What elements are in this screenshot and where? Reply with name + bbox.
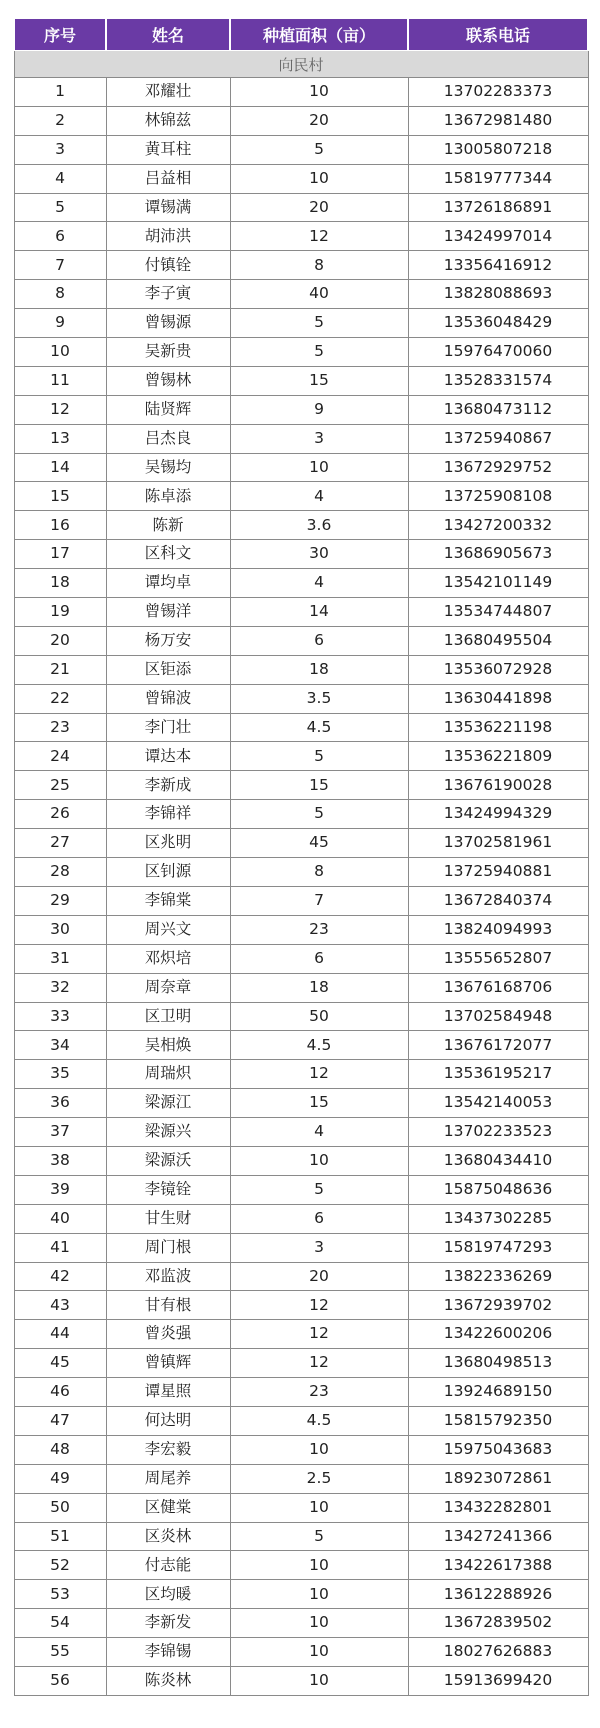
- cell-index: 50: [14, 1493, 106, 1522]
- group-label: 向民村: [14, 51, 588, 78]
- table-row: [14, 1002, 588, 1031]
- cell-name: 邓监波: [106, 1262, 230, 1291]
- header-area: 种植面积（亩）: [230, 19, 408, 51]
- cell-area: 3.6: [230, 511, 408, 540]
- cell-index: 26: [14, 800, 106, 829]
- table-row: [14, 1609, 588, 1638]
- cell-index: 10: [14, 338, 106, 367]
- cell-area: 3.5: [230, 684, 408, 713]
- cell-phone: 13676168706: [408, 973, 588, 1002]
- cell-index: 30: [14, 915, 106, 944]
- cell-name: 谭锡满: [106, 193, 230, 222]
- cell-area: 7: [230, 886, 408, 915]
- table-row: [14, 1233, 588, 1262]
- cell-phone: 13726186891: [408, 193, 588, 222]
- cell-name: 吕杰良: [106, 424, 230, 453]
- table-row: [14, 1666, 588, 1695]
- cell-name: 李新发: [106, 1609, 230, 1638]
- cell-name: 曾锡洋: [106, 598, 230, 627]
- cell-index: 34: [14, 1031, 106, 1060]
- table-row: [14, 1349, 588, 1378]
- table-row: [14, 915, 588, 944]
- cell-phone: 13356416912: [408, 251, 588, 280]
- cell-name: 李锦棠: [106, 886, 230, 915]
- cell-phone: 13702584948: [408, 1002, 588, 1031]
- table-row: [14, 1089, 588, 1118]
- cell-area: 5: [230, 309, 408, 338]
- cell-index: 22: [14, 684, 106, 713]
- cell-phone: 15819777344: [408, 164, 588, 193]
- cell-name: 杨万安: [106, 626, 230, 655]
- header-index: 序号: [14, 19, 106, 51]
- cell-phone: 13424994329: [408, 800, 588, 829]
- cell-area: 6: [230, 1204, 408, 1233]
- cell-name: 区兆明: [106, 829, 230, 858]
- cell-index: 19: [14, 598, 106, 627]
- cell-index: 14: [14, 453, 106, 482]
- table-row: [14, 1378, 588, 1407]
- cell-index: 35: [14, 1060, 106, 1089]
- cell-index: 55: [14, 1638, 106, 1667]
- cell-index: 27: [14, 829, 106, 858]
- table-row: [14, 164, 588, 193]
- cell-index: 6: [14, 222, 106, 251]
- cell-phone: 13536048429: [408, 309, 588, 338]
- table-container: [13, 18, 587, 1696]
- cell-area: 15: [230, 1089, 408, 1118]
- cell-phone: 13680495504: [408, 626, 588, 655]
- table-row: [14, 251, 588, 280]
- cell-index: 43: [14, 1291, 106, 1320]
- cell-name: 邓炽培: [106, 944, 230, 973]
- cell-index: 46: [14, 1378, 106, 1407]
- cell-index: 45: [14, 1349, 106, 1378]
- cell-index: 41: [14, 1233, 106, 1262]
- table-row: [14, 280, 588, 309]
- cell-area: 5: [230, 135, 408, 164]
- cell-name: 曾锦波: [106, 684, 230, 713]
- cell-phone: 13630441898: [408, 684, 588, 713]
- cell-area: 10: [230, 1580, 408, 1609]
- cell-area: 12: [230, 1060, 408, 1089]
- cell-index: 3: [14, 135, 106, 164]
- header-name: 姓名: [106, 19, 230, 51]
- cell-area: 10: [230, 453, 408, 482]
- cell-area: 8: [230, 858, 408, 887]
- table-row: [14, 1435, 588, 1464]
- cell-phone: 15913699420: [408, 1666, 588, 1695]
- cell-index: 31: [14, 944, 106, 973]
- table-row: [14, 106, 588, 135]
- cell-phone: 15976470060: [408, 338, 588, 367]
- cell-phone: 13680498513: [408, 1349, 588, 1378]
- cell-name: 周奈章: [106, 973, 230, 1002]
- cell-phone: 13555652807: [408, 944, 588, 973]
- cell-index: 18: [14, 569, 106, 598]
- cell-phone: 13005807218: [408, 135, 588, 164]
- cell-phone: 13702581961: [408, 829, 588, 858]
- cell-name: 胡沛洪: [106, 222, 230, 251]
- cell-name: 曾锡林: [106, 366, 230, 395]
- cell-name: 李锦锡: [106, 1638, 230, 1667]
- cell-phone: 13828088693: [408, 280, 588, 309]
- cell-name: 李宏毅: [106, 1435, 230, 1464]
- table-row: [14, 511, 588, 540]
- cell-index: 49: [14, 1464, 106, 1493]
- table-row: [14, 1320, 588, 1349]
- cell-phone: 15819747293: [408, 1233, 588, 1262]
- cell-phone: 13686905673: [408, 540, 588, 569]
- cell-area: 4.5: [230, 1031, 408, 1060]
- cell-phone: 13424997014: [408, 222, 588, 251]
- cell-index: 5: [14, 193, 106, 222]
- cell-name: 甘有根: [106, 1291, 230, 1320]
- cell-phone: 13536195217: [408, 1060, 588, 1089]
- cell-index: 51: [14, 1522, 106, 1551]
- table-row: [14, 453, 588, 482]
- cell-phone: 13725940881: [408, 858, 588, 887]
- cell-area: 5: [230, 742, 408, 771]
- table-row: [14, 684, 588, 713]
- cell-area: 6: [230, 626, 408, 655]
- cell-name: 吴相焕: [106, 1031, 230, 1060]
- cell-area: 4: [230, 569, 408, 598]
- cell-area: 10: [230, 1666, 408, 1695]
- cell-phone: 13924689150: [408, 1378, 588, 1407]
- table-row: [14, 858, 588, 887]
- cell-phone: 13422600206: [408, 1320, 588, 1349]
- cell-name: 周尾养: [106, 1464, 230, 1493]
- cell-name: 区钜添: [106, 655, 230, 684]
- cell-phone: 13672939702: [408, 1291, 588, 1320]
- cell-name: 区均暖: [106, 1580, 230, 1609]
- cell-name: 吴新贵: [106, 338, 230, 367]
- cell-index: 53: [14, 1580, 106, 1609]
- table-row: [14, 222, 588, 251]
- table-row: [14, 482, 588, 511]
- cell-name: 曾锡源: [106, 309, 230, 338]
- group-row: [14, 51, 588, 78]
- cell-index: 7: [14, 251, 106, 280]
- cell-area: 20: [230, 106, 408, 135]
- cell-phone: 13672981480: [408, 106, 588, 135]
- cell-index: 4: [14, 164, 106, 193]
- cell-index: 32: [14, 973, 106, 1002]
- cell-phone: 13542101149: [408, 569, 588, 598]
- cell-index: 12: [14, 395, 106, 424]
- table-row: [14, 771, 588, 800]
- cell-area: 15: [230, 771, 408, 800]
- header-phone: 联系电话: [408, 19, 588, 51]
- cell-name: 梁源沃: [106, 1146, 230, 1175]
- table-row: [14, 309, 588, 338]
- table-row: [14, 973, 588, 1002]
- cell-name: 周兴文: [106, 915, 230, 944]
- cell-phone: 13427241366: [408, 1522, 588, 1551]
- cell-area: 23: [230, 915, 408, 944]
- cell-area: 18: [230, 973, 408, 1002]
- cell-phone: 13680434410: [408, 1146, 588, 1175]
- cell-phone: 13542140053: [408, 1089, 588, 1118]
- table-row: [14, 1262, 588, 1291]
- table-row: [14, 193, 588, 222]
- table-row: [14, 424, 588, 453]
- cell-name: 黄耳柱: [106, 135, 230, 164]
- cell-index: 1: [14, 78, 106, 107]
- cell-index: 56: [14, 1666, 106, 1695]
- cell-index: 13: [14, 424, 106, 453]
- cell-phone: 13824094993: [408, 915, 588, 944]
- table-row: [14, 1031, 588, 1060]
- cell-index: 20: [14, 626, 106, 655]
- cell-name: 曾镇辉: [106, 1349, 230, 1378]
- cell-index: 9: [14, 309, 106, 338]
- cell-area: 18: [230, 655, 408, 684]
- cell-area: 10: [230, 78, 408, 107]
- cell-name: 邓耀壮: [106, 78, 230, 107]
- header-row: [14, 19, 588, 51]
- cell-area: 4.5: [230, 713, 408, 742]
- cell-index: 21: [14, 655, 106, 684]
- cell-phone: 13672840374: [408, 886, 588, 915]
- cell-index: 37: [14, 1118, 106, 1147]
- cell-phone: 13725940867: [408, 424, 588, 453]
- cell-name: 区卫明: [106, 1002, 230, 1031]
- cell-phone: 13432282801: [408, 1493, 588, 1522]
- cell-area: 10: [230, 1493, 408, 1522]
- cell-index: 17: [14, 540, 106, 569]
- cell-name: 谭星照: [106, 1378, 230, 1407]
- cell-area: 20: [230, 1262, 408, 1291]
- cell-index: 24: [14, 742, 106, 771]
- cell-area: 30: [230, 540, 408, 569]
- cell-index: 38: [14, 1146, 106, 1175]
- cell-phone: 13702283373: [408, 78, 588, 107]
- cell-area: 40: [230, 280, 408, 309]
- cell-area: 10: [230, 1146, 408, 1175]
- table-row: [14, 1204, 588, 1233]
- cell-area: 14: [230, 598, 408, 627]
- cell-area: 6: [230, 944, 408, 973]
- table-row: [14, 1060, 588, 1089]
- table-header: [14, 19, 588, 51]
- table-row: [14, 1580, 588, 1609]
- cell-name: 谭达本: [106, 742, 230, 771]
- cell-area: 5: [230, 800, 408, 829]
- cell-phone: 13676190028: [408, 771, 588, 800]
- table-row: [14, 800, 588, 829]
- table-row: [14, 1118, 588, 1147]
- table-row: [14, 1522, 588, 1551]
- cell-name: 李门壮: [106, 713, 230, 742]
- cell-index: 33: [14, 1002, 106, 1031]
- cell-index: 52: [14, 1551, 106, 1580]
- table-row: [14, 135, 588, 164]
- cell-phone: 18027626883: [408, 1638, 588, 1667]
- cell-index: 23: [14, 713, 106, 742]
- cell-area: 12: [230, 1349, 408, 1378]
- cell-name: 陈炎林: [106, 1666, 230, 1695]
- cell-area: 23: [230, 1378, 408, 1407]
- cell-name: 李锦祥: [106, 800, 230, 829]
- cell-area: 10: [230, 1435, 408, 1464]
- cell-index: 36: [14, 1089, 106, 1118]
- cell-name: 区炎林: [106, 1522, 230, 1551]
- cell-name: 谭均卓: [106, 569, 230, 598]
- table-row: [14, 338, 588, 367]
- cell-name: 李新成: [106, 771, 230, 800]
- cell-phone: 13702233523: [408, 1118, 588, 1147]
- cell-index: 29: [14, 886, 106, 915]
- table-row: [14, 1406, 588, 1435]
- cell-index: 39: [14, 1175, 106, 1204]
- cell-index: 16: [14, 511, 106, 540]
- table-row: [14, 540, 588, 569]
- cell-name: 何达明: [106, 1406, 230, 1435]
- table-row: [14, 886, 588, 915]
- cell-name: 曾炎强: [106, 1320, 230, 1349]
- table-row: [14, 829, 588, 858]
- cell-phone: 13672839502: [408, 1609, 588, 1638]
- cell-area: 15: [230, 366, 408, 395]
- cell-phone: 13437302285: [408, 1204, 588, 1233]
- cell-index: 40: [14, 1204, 106, 1233]
- cell-area: 5: [230, 338, 408, 367]
- cell-index: 54: [14, 1609, 106, 1638]
- cell-name: 李镜铨: [106, 1175, 230, 1204]
- table-row: [14, 1291, 588, 1320]
- table-body: [14, 51, 588, 1696]
- cell-area: 3: [230, 424, 408, 453]
- cell-phone: 13422617388: [408, 1551, 588, 1580]
- cell-phone: 13680473112: [408, 395, 588, 424]
- table-row: [14, 78, 588, 107]
- cell-phone: 15875048636: [408, 1175, 588, 1204]
- cell-phone: 13536072928: [408, 655, 588, 684]
- cell-name: 李子寅: [106, 280, 230, 309]
- cell-phone: 18923072861: [408, 1464, 588, 1493]
- table-row: [14, 944, 588, 973]
- cell-area: 4: [230, 482, 408, 511]
- cell-name: 陈卓添: [106, 482, 230, 511]
- cell-area: 4: [230, 1118, 408, 1147]
- table-row: [14, 1464, 588, 1493]
- cell-name: 区科文: [106, 540, 230, 569]
- table-row: [14, 626, 588, 655]
- table-row: [14, 655, 588, 684]
- cell-phone: 13725908108: [408, 482, 588, 511]
- planting-area-table: [13, 18, 589, 1696]
- table-row: [14, 1551, 588, 1580]
- table-row: [14, 1175, 588, 1204]
- table-row: [14, 742, 588, 771]
- cell-name: 陈新: [106, 511, 230, 540]
- table-row: [14, 569, 588, 598]
- cell-name: 周门根: [106, 1233, 230, 1262]
- cell-index: 47: [14, 1406, 106, 1435]
- table-row: [14, 366, 588, 395]
- cell-name: 林锦兹: [106, 106, 230, 135]
- cell-name: 甘生财: [106, 1204, 230, 1233]
- cell-name: 陆贤辉: [106, 395, 230, 424]
- cell-name: 付志能: [106, 1551, 230, 1580]
- cell-phone: 15815792350: [408, 1406, 588, 1435]
- cell-area: 50: [230, 1002, 408, 1031]
- cell-phone: 13822336269: [408, 1262, 588, 1291]
- table-row: [14, 1493, 588, 1522]
- cell-area: 5: [230, 1522, 408, 1551]
- cell-index: 8: [14, 280, 106, 309]
- cell-index: 44: [14, 1320, 106, 1349]
- cell-phone: 13612288926: [408, 1580, 588, 1609]
- cell-area: 12: [230, 1320, 408, 1349]
- cell-area: 12: [230, 222, 408, 251]
- cell-name: 梁源兴: [106, 1118, 230, 1147]
- table-row: [14, 1638, 588, 1667]
- cell-area: 9: [230, 395, 408, 424]
- cell-area: 12: [230, 1291, 408, 1320]
- cell-phone: 13536221198: [408, 713, 588, 742]
- cell-area: 10: [230, 164, 408, 193]
- cell-index: 2: [14, 106, 106, 135]
- cell-phone: 13534744807: [408, 598, 588, 627]
- cell-name: 吕益相: [106, 164, 230, 193]
- cell-index: 15: [14, 482, 106, 511]
- cell-area: 5: [230, 1175, 408, 1204]
- cell-area: 4.5: [230, 1406, 408, 1435]
- cell-index: 28: [14, 858, 106, 887]
- cell-phone: 13528331574: [408, 366, 588, 395]
- cell-area: 20: [230, 193, 408, 222]
- table-row: [14, 713, 588, 742]
- cell-name: 吴锡均: [106, 453, 230, 482]
- cell-index: 48: [14, 1435, 106, 1464]
- cell-area: 3: [230, 1233, 408, 1262]
- cell-phone: 13427200332: [408, 511, 588, 540]
- table-row: [14, 395, 588, 424]
- cell-area: 2.5: [230, 1464, 408, 1493]
- cell-phone: 13536221809: [408, 742, 588, 771]
- cell-area: 8: [230, 251, 408, 280]
- cell-name: 付镇铨: [106, 251, 230, 280]
- cell-index: 11: [14, 366, 106, 395]
- cell-name: 区钊源: [106, 858, 230, 887]
- cell-area: 10: [230, 1638, 408, 1667]
- cell-phone: 13676172077: [408, 1031, 588, 1060]
- table-row: [14, 598, 588, 627]
- cell-area: 45: [230, 829, 408, 858]
- cell-name: 周瑞炽: [106, 1060, 230, 1089]
- cell-area: 10: [230, 1551, 408, 1580]
- cell-name: 区健棠: [106, 1493, 230, 1522]
- cell-index: 25: [14, 771, 106, 800]
- cell-area: 10: [230, 1609, 408, 1638]
- cell-phone: 13672929752: [408, 453, 588, 482]
- cell-phone: 15975043683: [408, 1435, 588, 1464]
- table-row: [14, 1146, 588, 1175]
- cell-name: 梁源江: [106, 1089, 230, 1118]
- cell-index: 42: [14, 1262, 106, 1291]
